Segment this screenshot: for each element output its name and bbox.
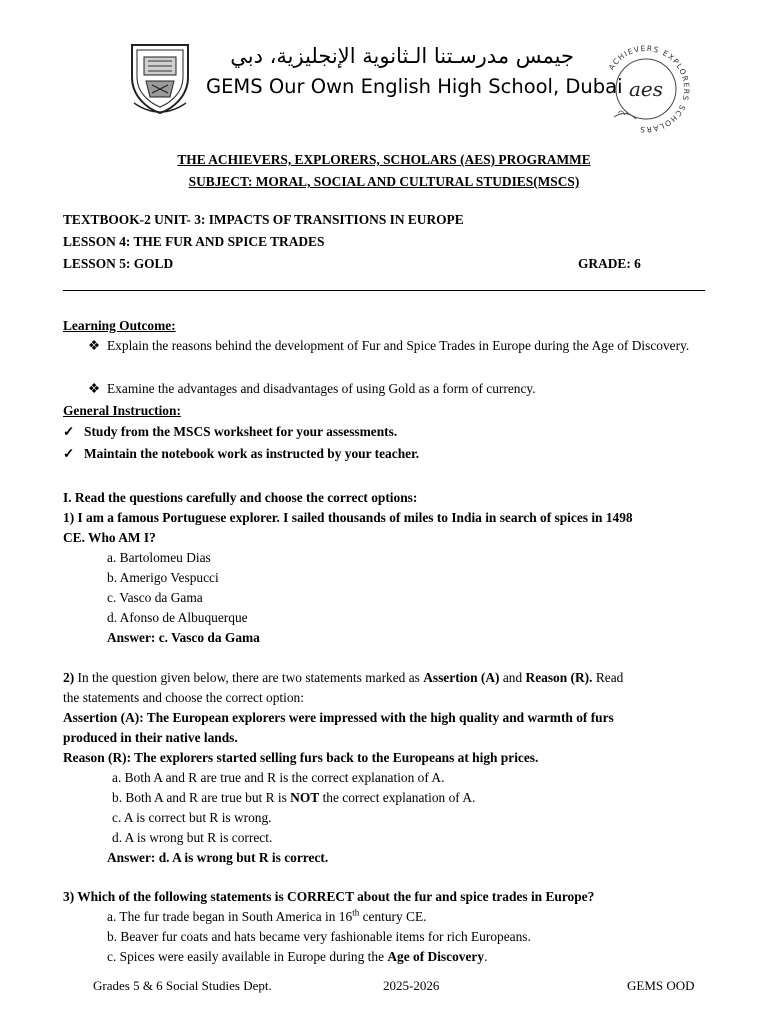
- question-3: 3) Which of the following statements is CORRECT about the fur and spice trades in Europe?: [63, 889, 595, 904]
- aes-programme-logo: [596, 39, 696, 139]
- subject-title: SUBJECT: MORAL, SOCIAL AND CULTURAL STUDIES(MSCS): [188, 174, 580, 189]
- textbook-unit: TEXTBOOK-2 UNIT- 3: IMPACTS OF TRANSITIONS IN EUROPE: [63, 212, 464, 227]
- check-icon: ✓: [63, 424, 75, 439]
- question-2-assertion-line-2: produced in their native lands.: [63, 730, 238, 745]
- general-instruction-item-2: Maintain the notebook work as instructed by your teacher.: [84, 446, 420, 461]
- question-1-option-a: a. Bartolomeu Dias: [107, 550, 211, 565]
- question-1-line-1: 1) I am a famous Portuguese explorer. I sailed thousands of miles to India in search of spices in 1498: [63, 510, 633, 525]
- footer-department: Grades 5 & 6 Social Studies Dept.: [93, 978, 272, 993]
- school-name-english: GEMS Our Own English High School, Dubai: [206, 75, 623, 98]
- aes-logo-text: aes: [628, 77, 664, 101]
- check-icon: ✓: [63, 446, 75, 461]
- programme-title: THE ACHIEVERS, EXPLORERS, SCHOLARS (AES) PROGRAMME: [177, 152, 591, 167]
- lesson-5-title: LESSON 5: GOLD: [63, 256, 174, 271]
- question-1-option-b: b. Amerigo Vespucci: [107, 570, 219, 585]
- question-2-option-d: d. A is wrong but R is correct.: [112, 830, 273, 845]
- question-2-reason: Reason (R): The explorers started selling furs back to the Europeans at high prices.: [63, 750, 539, 765]
- question-2-option-a: a. Both A and R are true and R is the correct explanation of A.: [112, 770, 445, 785]
- bullet-icon: ❖: [88, 338, 101, 353]
- school-name-arabic: جيمس مدرسـتنا الـثانوية الإنجليزية، دبي: [230, 44, 574, 68]
- lesson-4-title: LESSON 4: THE FUR AND SPICE TRADES: [63, 234, 325, 249]
- question-2-intro-line-2: the statements and choose the correct option:: [63, 690, 304, 705]
- general-instruction-heading: General Instruction:: [63, 403, 181, 418]
- question-2-option-b: b. Both A and R are true but R is NOT the correct explanation of A.: [112, 790, 476, 805]
- school-crest-logo: [126, 41, 194, 115]
- learning-outcome-heading: Learning Outcome:: [63, 318, 176, 333]
- question-3-option-c: c. Spices were easily available in Europe during the Age of Discovery.: [107, 949, 488, 964]
- question-1-answer: Answer: c. Vasco da Gama: [107, 630, 260, 645]
- section-1-heading: I. Read the questions carefully and choose the correct options:: [63, 490, 418, 505]
- page-header: [0, 33, 768, 143]
- question-1-option-c: c. Vasco da Gama: [107, 590, 203, 605]
- learning-outcome-item-1: Explain the reasons behind the development of Fur and Spice Trades in Europe during the Age of Discovery.: [107, 338, 690, 353]
- learning-outcome-item-2: Examine the advantages and disadvantages of using Gold as a form of currency.: [107, 381, 536, 396]
- question-3-option-a: a. The fur trade began in South America in 16th century CE.: [107, 907, 427, 924]
- footer-school: GEMS OOD: [627, 978, 695, 993]
- question-1-line-2: CE. Who AM I?: [63, 530, 156, 545]
- question-3-option-b: b. Beaver fur coats and hats became very fashionable items for rich Europeans.: [107, 929, 531, 944]
- bullet-icon: ❖: [88, 381, 101, 396]
- question-2-intro-line-1: 2) In the question given below, there are two statements marked as Assertion (A) and Reason (R). Read: [63, 670, 624, 685]
- question-1-option-d: d. Afonso de Albuquerque: [107, 610, 248, 625]
- general-instruction-item-1: Study from the MSCS worksheet for your assessments.: [84, 424, 398, 439]
- question-2-option-c: c. A is correct but R is wrong.: [112, 810, 272, 825]
- question-2-answer: Answer: d. A is wrong but R is correct.: [107, 850, 329, 865]
- footer-year: 2025-2026: [383, 978, 440, 993]
- svg-text:ACHIEVERS EXPLORERS SCHOLARS: ACHIEVERS EXPLORERS SCHOLARS: [606, 43, 692, 135]
- grade-label: GRADE: 6: [578, 256, 641, 271]
- question-2-assertion-line-1: Assertion (A): The European explorers were impressed with the high quality and warmth of furs: [63, 710, 614, 725]
- divider-line: [63, 290, 705, 291]
